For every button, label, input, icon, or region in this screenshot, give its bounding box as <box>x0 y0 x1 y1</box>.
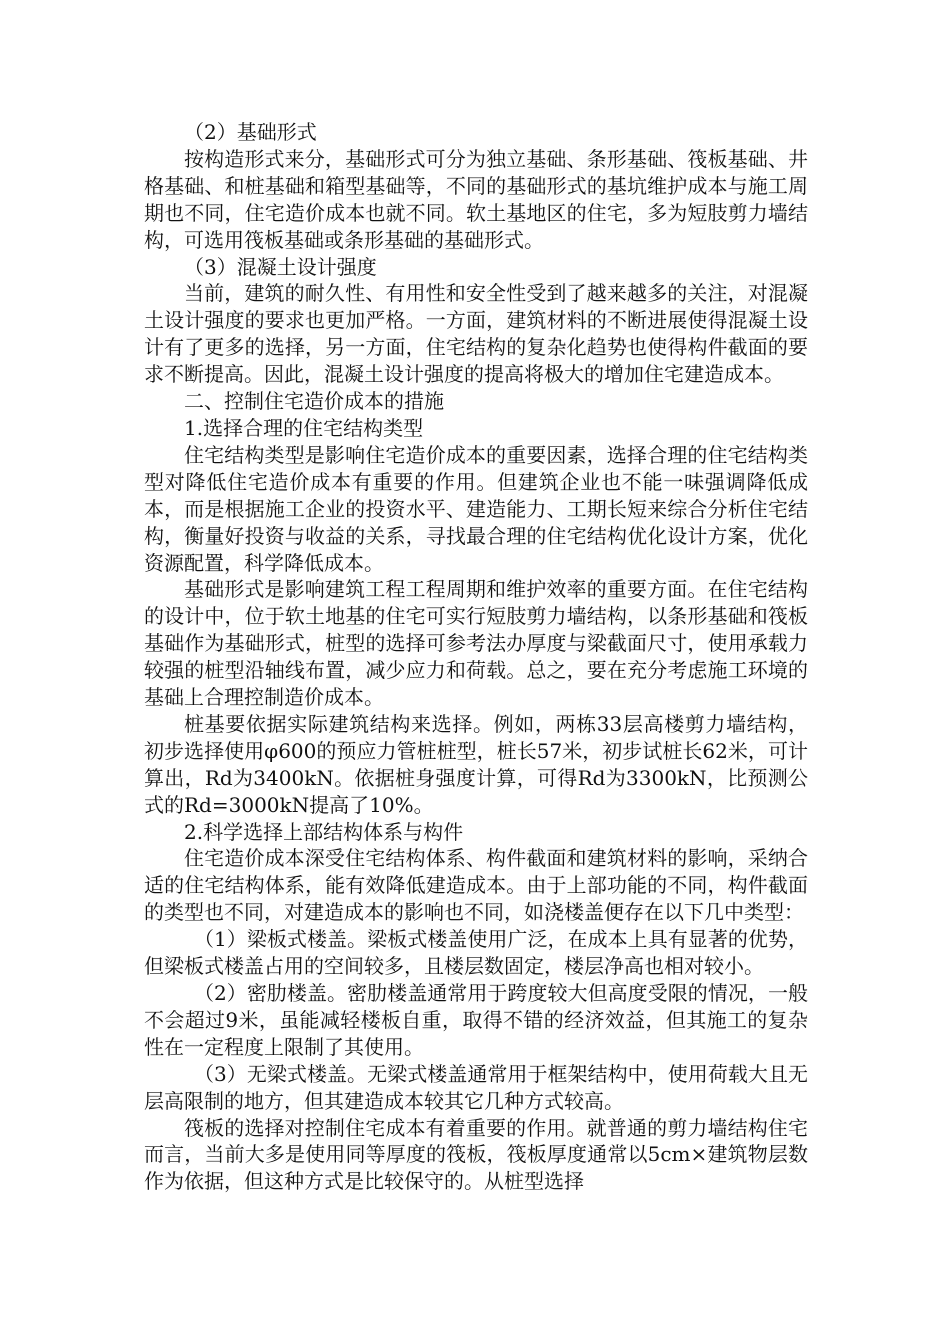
subheading-upper-structure: 2.科学选择上部结构体系与构件 <box>184 819 464 844</box>
document-body <box>144 119 808 1195</box>
list-item-ribbed-floor: （2）密肋楼盖。密肋楼盖通常用于跨度较大但高度受限的情况，一般不会超过9米，虽能减轻楼板自重，取得不错的经济效益，但其施工的复杂性在一定程度上限制了其使用。 <box>144 981 808 1059</box>
subheading-structure-type: 1.选择合理的住宅结构类型 <box>184 415 424 440</box>
paragraph-foundation-types: 按构造形式来分，基础形式可分为独立基础、条形基础、筏板基础、井格基础、和桩基础和箱型基础等，不同的基础形式的基坑维护成本与施工周期也不同，住宅造价成本也就不同。软土基地区的住宅，多为短肢剪力墙结构，可选用筏板基础或条形基础的基础形式。 <box>144 146 808 252</box>
list-item-beam-slab-floor: （1）梁板式楼盖。梁板式楼盖使用广泛，在成本上具有显著的优势，但梁板式楼盖占用的空间较多，且楼层数固定，楼层净高也相对较小。 <box>144 927 808 979</box>
paragraph-concrete-strength: 当前，建筑的耐久性、有用性和安全性受到了越来越多的关注，对混凝土设计强度的要求也更加严格。一方面，建筑材料的不断进展使得混凝土设计有了更多的选择，另一方面，住宅结构的复杂化趋势也使得构件截面的要求不断提高。因此，混凝土设计强度的提高将极大的增加住宅建造成本。 <box>144 281 808 387</box>
paragraph-foundation-cycle: 基础形式是影响建筑工程工程周期和维护效率的重要方面。在住宅结构的设计中，位于软土地基的住宅可实行短肢剪力墙结构，以条形基础和筏板基础作为基础形式，桩型的选择可参考法办厚度与梁截面尺寸，使用承载力较强的桩型沿轴线布置，减少应力和荷载。总之，要在充分考虑施工环境的基础上合理控制造价成本。 <box>144 577 808 710</box>
paragraph-structure-type: 住宅结构类型是影响住宅造价成本的重要因素，选择合理的住宅结构类型对降低住宅造价成本有重要的作用。但建筑企业也不能一味强调降低成本，而是根据施工企业的投资水平、建造能力、工期长短来综合分析住宅结构，衡量好投资与收益的关系，寻找最合理的住宅结构优化设计方案，优化资源配置，科学降低成本。 <box>144 442 808 575</box>
section-heading-cost-control: 二、控制住宅造价成本的措施 <box>184 389 444 414</box>
subheading-concrete-strength: （3）混凝土设计强度 <box>184 254 377 279</box>
subheading-foundation-form: （2）基础形式 <box>184 120 317 144</box>
paragraph-pile-example: 桩基要依据实际建筑结构来选择。例如，两栋33层高楼剪力墙结构，初步选择使用φ600的预应力管桩桩型，桩长57米，初步试桩长62米，可计算出，Rd为3400kN。依据桩身强度计算，可得Rd为3300kN，比预测公式的Rd=3000kN提高了10%。 <box>144 711 808 817</box>
paragraph-upper-structure: 住宅造价成本深受住宅结构体系、构件截面和建筑材料的影响，采纳合适的住宅结构体系，能有效降低建造成本。由于上部功能的不同，构件截面的类型也不同，对建造成本的影响也不同，如浇楼盖便存在以下几中类型： <box>144 846 808 925</box>
paragraph-raft-selection: 筏板的选择对控制住宅成本有着重要的作用。就普通的剪力墙结构住宅而言，当前大多是使用同等厚度的筏板，筏板厚度通常以5cm×建筑物层数作为依据，但这种方式是比较保守的。从桩型选择 <box>144 1115 808 1194</box>
list-item-beamless-floor: （3）无梁式楼盖。无梁式楼盖通常用于框架结构中，使用荷载大且无层高限制的地方，但其建造成本较其它几种方式较高。 <box>144 1061 808 1113</box>
